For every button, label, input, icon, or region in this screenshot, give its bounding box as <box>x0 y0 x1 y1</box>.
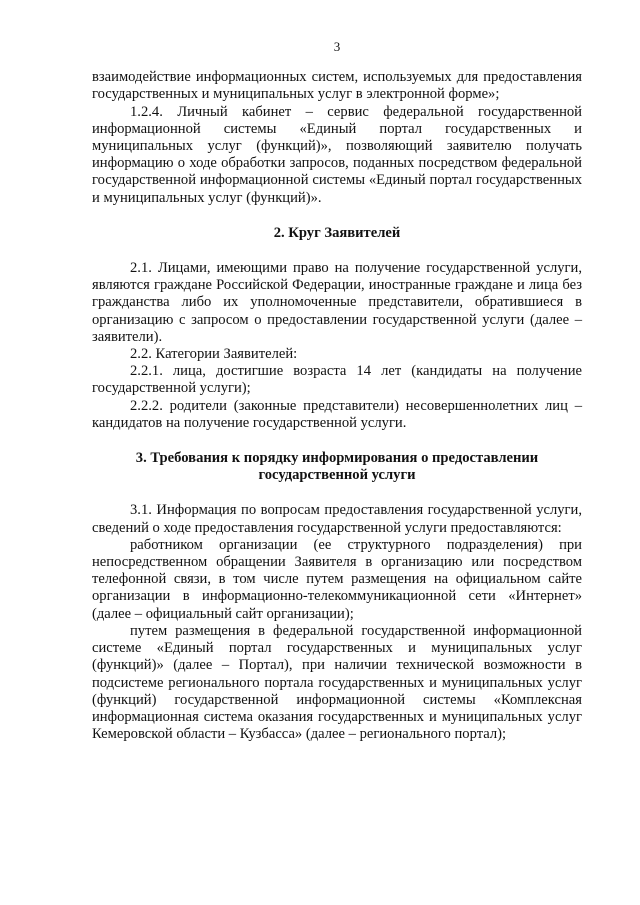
paragraph-1-2-4: 1.2.4. Личный кабинет – сервис федеральной государственной информационной системы «Единый портал государственных и муниципальных услуг (функций)», позволяющий заявителю получать информацию о ходе обработки запросов, поданных посредством федеральной государственной информационной системы «Единый портал государственных и муниципальных услуг (функций)». <box>92 103 582 206</box>
section-3-heading-line-1: 3. Требования к порядку информирования о предоставлении <box>135 450 539 467</box>
paragraph-3-1-staff: работником организации (ее структурного подразделения) при непосредственном обращении Заявителя в организацию или посредством телефонной связи, в том числе путем размещения на официальном сайте организации в информационно-телекоммуникационной сети «Интернет» (далее – официальный сайт организации); <box>92 536 582 622</box>
paragraph-2-2: 2.2. Категории Заявителей: <box>130 346 298 363</box>
paragraph-2-2-2: 2.2.2. родители (законные представители) несовершеннолетних лиц – кандидатов на получение государственной услуги. <box>92 397 582 431</box>
paragraph-2-2-1: 2.2.1. лица, достигшие возраста 14 лет (кандидаты на получение государственной услуги); <box>92 363 582 397</box>
page-number: 3 <box>333 39 341 54</box>
document-page <box>92 38 582 743</box>
paragraph-3-1-portal: путем размещения в федеральной государственной информационной системе «Единый портал государственных и муниципальных услуг (функций)» (далее – Портал), при наличии технической возможности в подсистеме регионального портала государственных и муниципальных услуг (функций) государственной информационной системы «Комплексная информационная система оказания государственных и муниципальных услуг Кемеровской области – Кузбасса» (далее – регионального портал); <box>92 622 582 743</box>
section-3-heading <box>92 450 582 484</box>
paragraph-2-1: 2.1. Лицами, имеющими право на получение государственной услуги, являются граждане Российской Федерации, иностранные граждане и лица без гражданства либо их уполномоченные представители, обратившиеся в организацию с запросом о предоставлении государственной услуги (далее – заявители). <box>92 260 582 345</box>
paragraph-3-1: 3.1. Информация по вопросам предоставления государственной услуги, сведений о ходе предоставления государственной услуги предоставляются: <box>92 502 582 536</box>
section-3-heading-line-2: государственной услуги <box>258 467 416 484</box>
paragraph-continuation: взаимодействие информационных систем, используемых для предоставления государственных и муниципальных услуг в электронной форме»; <box>92 69 582 103</box>
section-2-heading: 2. Круг Заявителей <box>273 224 401 241</box>
